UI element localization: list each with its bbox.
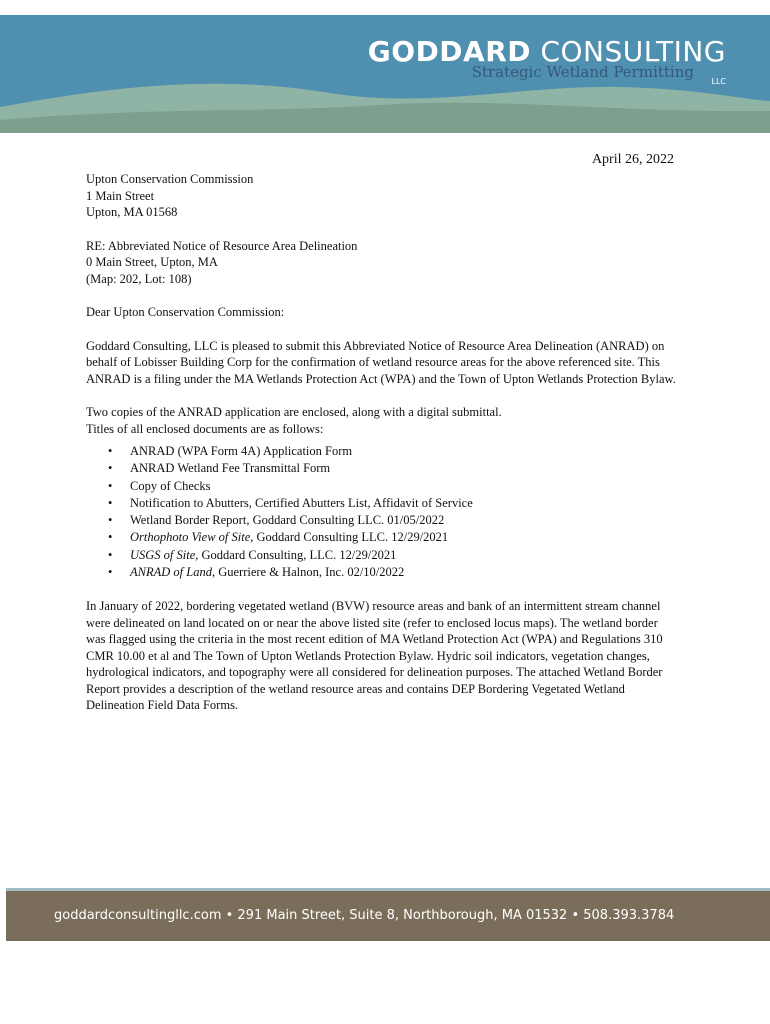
re-address: 0 Main Street, Upton, MA [86,255,218,269]
footer-contact: goddardconsultingllc.com • 291 Main Street, Suite 8, Northborough, MA 01532 • 508.393.3784 [54,908,675,923]
list-item: • Copy of Checks [108,478,676,495]
letter-date: April 26, 2022 [591,152,674,167]
letter-body [86,171,676,714]
salutation: Dear Upton Conservation Commission: [86,305,285,319]
list-item: • ANRAD (WPA Form 4A) Application Form [108,443,676,460]
letterhead-banner [0,15,770,133]
copies-paragraph: Two copies of the ANRAD application are enclosed, along with a digital submittal. [86,405,502,419]
recipient-city: Upton, MA 01568 [86,205,178,219]
list-item: • Notification to Abutters, Certified Abutters List, Affidavit of Service [108,495,676,512]
list-item: • Orthophoto View of Site, Goddard Consulting LLC. 12/29/2021 [108,529,676,546]
re-subject: RE: Abbreviated Notice of Resource Area Delineation [86,238,358,253]
company-name-rest: CONSULTING [540,35,726,68]
recipient-name: Upton Conservation Commission [86,172,254,186]
company-suffix: LLC [711,77,726,86]
recipient-address [86,171,676,221]
recipient-street: 1 Main Street [86,188,155,203]
delineation-paragraph: In January of 2022, bordering vegetated wetland (BVW) resource areas and bank of an intermittent stream channel were delineated on land located on or near the above listed site (refer to enclosed locus maps). The wetland border was flagged using the criteria in the most recent edition of MA Wetland Protection Act (WPA) and Regulations 310 CMR 10.00 et al and The Town of Upton Wetlands Protection Bylaw. Hydric soil indicators, vegetation changes, hydrological indicators, and topography were all considered for delineation purposes. The attached Wetland Border Report provides a description of the wetland resource areas and contains DEP Bordering Vegetated Wetland Delineation Field Data Forms. [86,599,663,713]
list-item: • USGS of Site, Goddard Consulting, LLC. 12/29/2021 [108,547,676,564]
enclosed-documents-list [86,443,676,581]
re-block [86,238,676,288]
list-item: • Wetland Border Report, Goddard Consulting LLC. 01/05/2022 [108,512,676,529]
company-name-bold: GODDARD [367,35,532,68]
titles-intro: Titles of all enclosed documents are as follows: [86,421,324,436]
list-item: • ANRAD Wetland Fee Transmittal Form [108,460,676,477]
footer-band [6,888,770,941]
intro-paragraph: Goddard Consulting, LLC is pleased to submit this Abbreviated Notice of Resource Area Delineation (ANRAD) on behalf of Lobisser Building Corp for the confirmation of wetland resource areas for the above referenced site. This ANRAD is a filing under the MA Wetlands Protection Act (WPA) and the Town of Upton Wetlands Protection Bylaw. [86,338,676,386]
re-parcel: (Map: 202, Lot: 108) [86,271,192,286]
company-tagline: Strategic Wetland Permitting [471,63,694,81]
list-item: • ANRAD of Land, Guerriere & Halnon, Inc. 02/10/2022 [108,564,676,581]
